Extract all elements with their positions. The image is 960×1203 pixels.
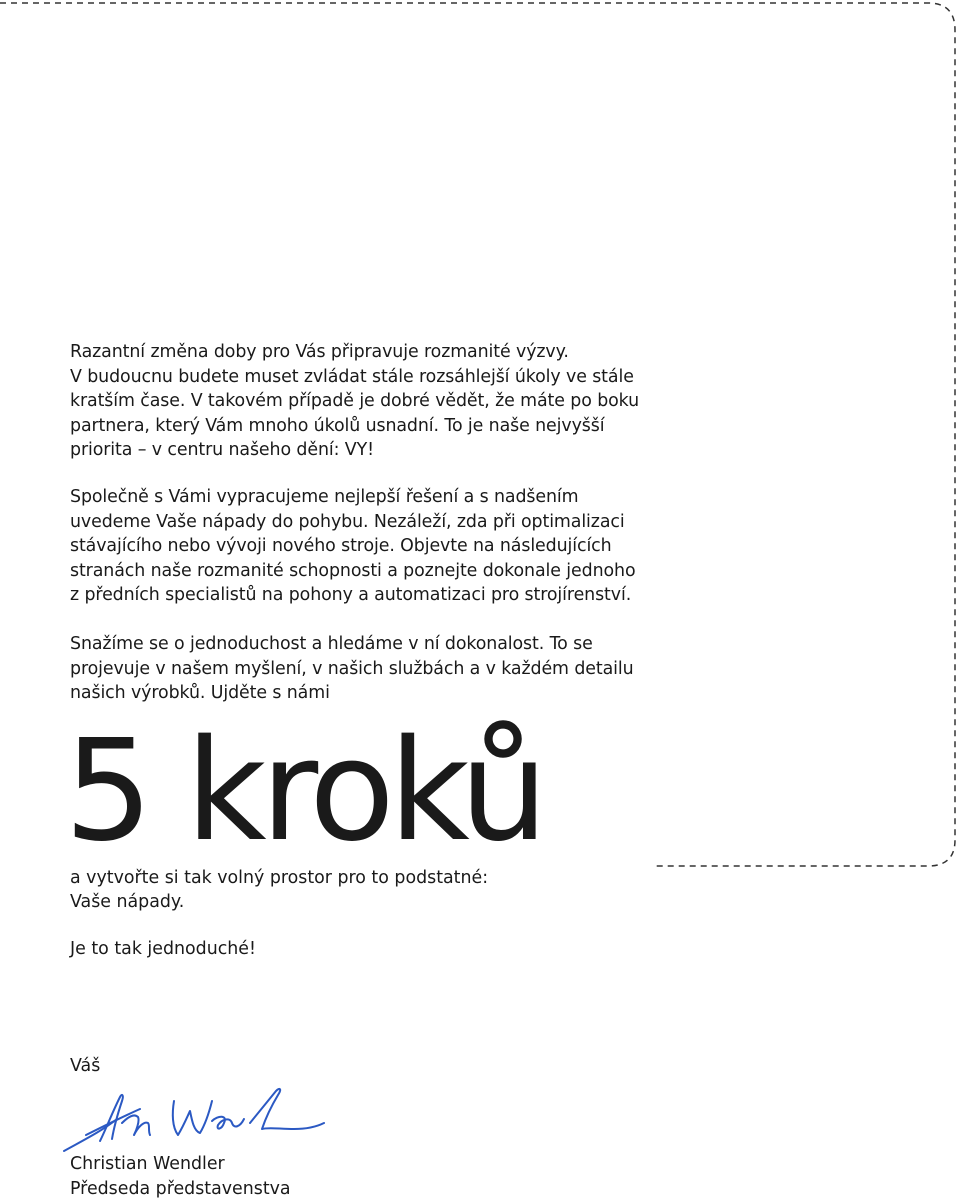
- closing-line: Je to tak jednoduché!: [70, 938, 256, 959]
- signature-block: [70, 1054, 470, 1163]
- text-line: a vytvořte si tak volný prostor pro to podstatné:: [70, 867, 489, 888]
- text-line: z předních specialistů na pohony a automatizaci pro strojírenství.: [70, 585, 632, 606]
- salutation: Váš: [70, 1056, 101, 1076]
- after-headline-text: [70, 866, 670, 915]
- text-line: priorita – v centru našeho dění: VY!: [70, 440, 374, 461]
- intro-paragraph: [70, 340, 670, 463]
- text-line: uvedeme Vaše nápady do pohybu. Nezáleží, zda při optimalizaci: [70, 511, 625, 532]
- text-line: Společně s Vámi vypracujeme nejlepší řešení a s nadšením: [70, 486, 579, 507]
- text-line: Snažíme se o jednoduchost a hledáme v ní dokonalost. To se: [70, 633, 593, 654]
- signer-title: Předseda představenstva: [70, 1178, 291, 1199]
- headline-5-kroku: 5 kroků: [64, 709, 543, 873]
- text-line: Razantní změna doby pro Vás připravuje rozmanité výzvy.: [70, 342, 569, 362]
- simplicity-paragraph: [70, 632, 670, 706]
- text-line: našich výrobků. Ujděte s námi: [70, 683, 330, 704]
- text-line: stávajícího nebo vývoji nového stroje. Objevte na následujících: [70, 536, 612, 557]
- signer-details: [70, 1152, 291, 1201]
- text-line: stranách naše rozmanité schopnosti a poznejte dokonale jednoho: [70, 560, 636, 581]
- text-line: projevuje v našem myšlení, v našich službách a v každém detailu: [70, 658, 634, 679]
- signer-name: Christian Wendler: [70, 1154, 225, 1174]
- solutions-paragraph: [70, 485, 670, 608]
- handwritten-signature: [62, 1083, 342, 1163]
- text-line: partnera, který Vám mnoho úkolů usnadní. To je naše nejvyšší: [70, 415, 605, 436]
- text-line: V budoucnu budete muset zvládat stále rozsáhlejší úkoly ve stále: [70, 366, 634, 387]
- letter-body: [64, 340, 670, 962]
- text-line: kratším čase. V takovém případě je dobré vědět, že máte po boku: [70, 391, 640, 412]
- text-line: Vaše nápady.: [70, 892, 185, 913]
